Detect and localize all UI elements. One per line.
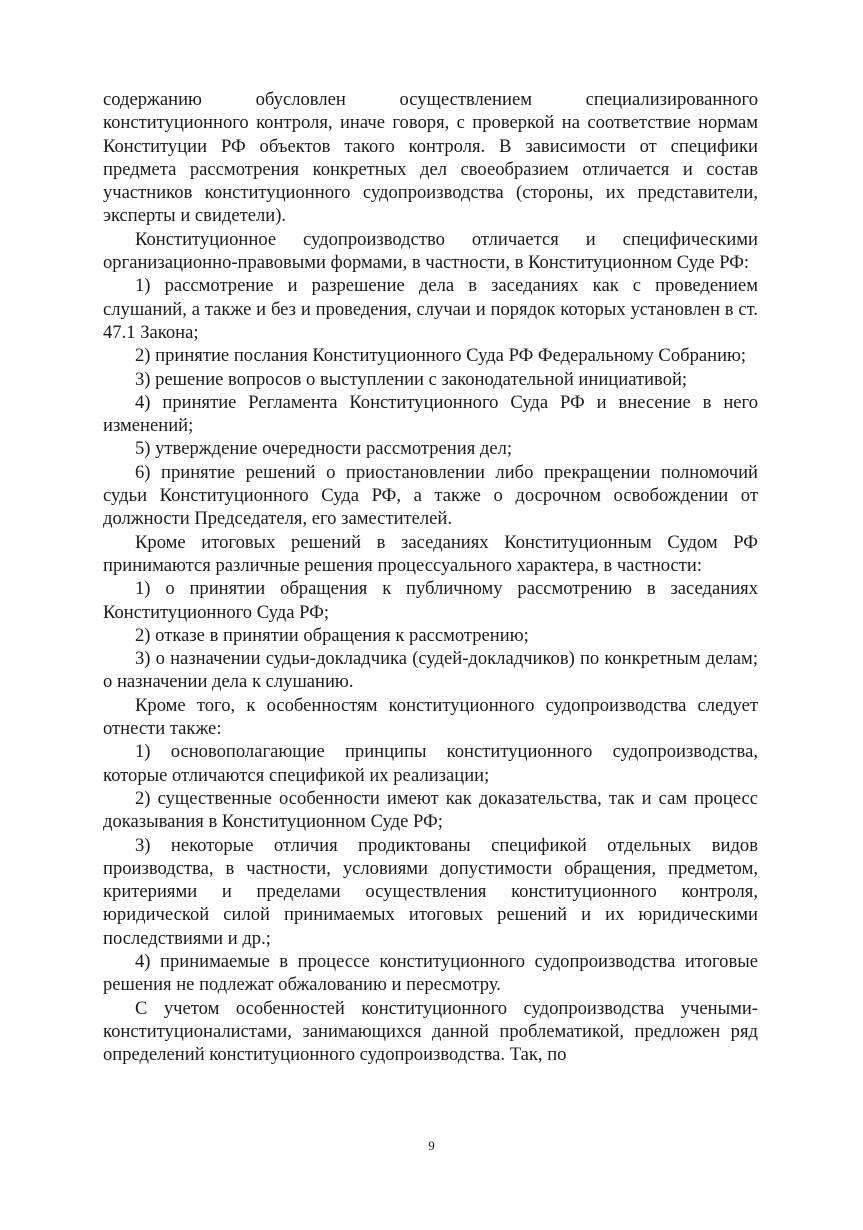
list-item-5: 5) утверждение очередности рассмотрения дел; (135, 438, 513, 460)
list-item-2: 2) отказе в принятии обращения к рассмотрению; (135, 624, 529, 646)
paragraph-definitions: С учетом особенностей конституционного судопроизводства учеными-конституционалистами, занимающихся данной проблематикой, предложен ряд определений конституционного судопроизводства. Так, по (103, 997, 758, 1066)
list-item-3: 3) о назначении судьи-докладчика (судей-докладчиков) по конкретным делам; о назначении дела к слушанию. (103, 648, 758, 693)
list-item-1: 1) о принятии обращения к публичному рассмотрению в заседаниях Конституционного Суда РФ; (103, 578, 758, 623)
list-item-2: 2) существенные особенности имеют как доказательства, так и сам процесс доказывания в Конституционном Суде РФ; (103, 787, 758, 833)
paragraph-organizational-forms: Конституционное судопроизводство отличается и специфическими организационно-правовыми формами, в частности, в Конституционном Суде РФ: (103, 228, 758, 274)
list-item-4: 4) принимаемые в процессе конституционного судопроизводства итоговые решения не подлежат обжалованию и пересмотру. (103, 950, 758, 996)
list-item-1: 1) основополагающие принципы конституционного судопроизводства, которые отличаются спецификой их реализации; (103, 741, 758, 786)
list-item-3: 3) решение вопросов о выступлении с законодательной инициативой; (135, 368, 688, 390)
list-item-1: 1) рассмотрение и разрешение дела в заседаниях как с проведением слушаний, а также и без и проведения, случаи и порядок которых установлен в ст. 47.1 Закона; (103, 275, 758, 343)
list-item-4: 4) принятие Регламента Конституционного Суда РФ и внесение в него изменений; (103, 391, 758, 437)
list-item-2: 2) принятие послания Конституционного Суда РФ Федеральному Собранию; (135, 345, 747, 367)
paragraph-continuation: содержанию обусловлен осуществлением специализированного конституционного контроля, иначе говоря, с проверкой на соответствие нормам Конституции РФ объектов такого контроля. В зависимости от специфики предмета рассмотрения конкретных дел своеобразием отличается и состав участников конституционного судопроизводства (стороны, их представители, эксперты и свидетели). (103, 89, 758, 227)
paragraph-procedural-decisions: Кроме итоговых решений в заседаниях Конституционным Судом РФ принимаются различные решения процессуального характера, в частности: (103, 531, 758, 576)
page-number: 9 (428, 1138, 435, 1153)
page-body (103, 88, 758, 1066)
paragraph-features: Кроме того, к особенностям конституционного судопроизводства следует отнести также: (103, 694, 758, 740)
list-item-3: 3) некоторые отличия продиктованы спецификой отдельных видов производства, в частности, условиями допустимости обращения, предметом, критериями и пределами осуществления конституционного контроля, юридической силой принимаемых итоговых решений и их юридическими последствиями и др.; (103, 834, 758, 949)
list-item-6: 6) принятие решений о приостановлении либо прекращении полномочий судьи Конституционного Суда РФ, а также о досрочном освобождении от должности Председателя, его заместителей. (103, 461, 758, 530)
